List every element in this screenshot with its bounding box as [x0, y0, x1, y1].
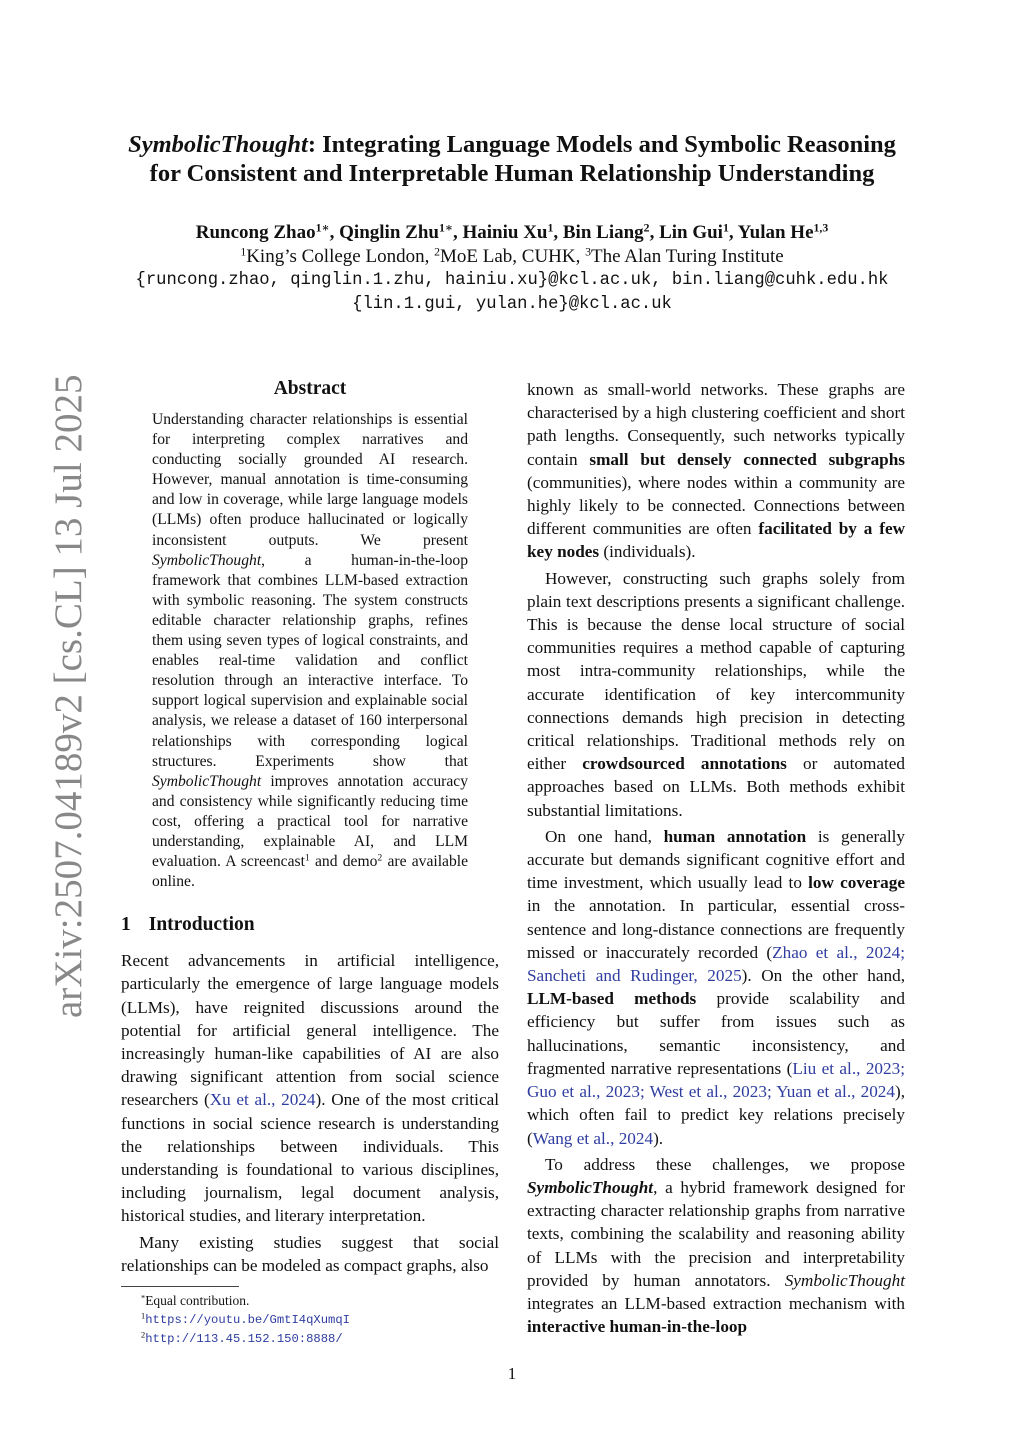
- page-number: 1: [507, 1364, 517, 1383]
- left-column: [121, 378, 499, 1348]
- abstract-body: [152, 410, 468, 892]
- abstract-heading: Abstract: [273, 378, 347, 399]
- citation-link[interactable]: Xu et al., 2024: [209, 1090, 316, 1110]
- abstract-paragraph: Understanding character relationships is essential for interpreting complex narratives and conducting socially grounded AI research. However, manual annotation is time-consuming and low in coverage, while large language models (LLMs) often produce hallucinated or logically inconsistent outputs. We present SymbolicThought, a human-in-the-loop framework that combines LLM-based extraction with symbolic reasoning. The system constructs editable character relationship graphs, refines them using seven types of logical constraints, and enables real-time validation and conflict resolution through an interactive interface. To support logical supervision and explainable social analysis, we release a dataset of 160 interpersonal relationships with corresponding logical structures. Experiments show that SymbolicThought improves annotation accuracy and consistency while significantly reducing time cost, offering a practical tool for narrative understanding, explainable AI, and LLM evaluation. A screencast$^1$ and demo$^2$ are available online.: [152, 411, 468, 891]
- footnote-ref-2[interactable]: 2: [377, 852, 383, 864]
- author-name: Yulan He: [737, 222, 814, 243]
- citation-link[interactable]: Zhao et al., 2024: [772, 942, 901, 962]
- paragraph: Many existing studies suggest that social relationships can be modeled as compact graphs, also: [121, 1232, 499, 1275]
- author-block: [100, 221, 924, 317]
- citation-link[interactable]: Sancheti and Rudinger, 2025: [527, 966, 742, 986]
- title-line-2: for Consistent and Interpretable Human Relationship Understanding: [149, 160, 875, 187]
- author-name: Runcong Zhao: [195, 222, 316, 243]
- paragraph: Recent advancements in artificial intelligence, particularly the emergence of large language models (LLMs), have reignited discussions around the potential for artificial general intelligence. The increasingly human-like capabilities of AI are also drawing significant attention from social science researchers (Xu et al., 2024). One of the most critical functions in social science research is understanding the relationships between individuals. This understanding is foundational to various disciplines, including journalism, legal document analysis, historical studies, and literary interpretation.: [121, 951, 499, 1226]
- arxiv-identifier: arXiv:2507.04189v2 [cs.CL] 13 Jul 2025: [47, 374, 90, 1018]
- title-line-1: SymbolicThought: Integrating Language Models and Symbolic Reasoning: [128, 131, 896, 158]
- author-name: Hainiu Xu: [462, 222, 548, 243]
- citation-link[interactable]: Guo et al., 2023: [527, 1082, 640, 1102]
- introduction-body: [121, 949, 499, 1277]
- footnote-ref-1[interactable]: 1: [304, 852, 310, 864]
- affiliations: $^1$King’s College London, $^2$MoE Lab, CUHK, $^3$The Alan Turing Institute: [240, 245, 784, 267]
- footnote-divider: [121, 1286, 239, 1287]
- paragraph: To address these challenges, we propose SymbolicThought, a hybrid framework designed for extracting character relationship graphs from narrative texts, combining the scalability and reasoning ability of LLMs with the precision and interpretability provided by human annotators. SymbolicThought integrates an LLM-based extraction mechanism with interactive human-in-the-loop: [527, 1154, 905, 1337]
- screencast-url-link[interactable]: https://youtu.be/GmtI4qXumqI: [145, 1313, 350, 1328]
- citation-link[interactable]: West et al., 2023: [649, 1082, 767, 1102]
- citation-link[interactable]: Liu et al., 2023: [792, 1058, 901, 1078]
- paragraph: known as small-world networks. These graphs are characterised by a high clustering coefficient and short path lengths. Consequently, such networks typically contain small but densely connected subgraphs (communities), where nodes within a community are highly likely to be connected. Connections between different communities are often facilitated by a few key nodes (individuals).: [527, 380, 905, 562]
- author-emails-line-1: {runcong.zhao, qinglin.1.zhu, hainiu.xu}@kcl.ac.uk, bin.liang@cuhk.edu.hk: [135, 271, 889, 290]
- author-names: Runcong Zhao$^{1∗}$, Qinglin Zhu$^{1∗}$, Hainiu Xu$^1$, Bin Liang$^2$, Lin Gui$^1$, Yulan He$^{1,3}$: [195, 221, 829, 243]
- paragraph: However, constructing such graphs solely from plain text descriptions presents a significant challenge. This is because the dense local structure of social communities requires a method capable of capturing most intra-community relationships, while the accurate identification of key intercommunity connections demands high precision in detecting critical relationships. Traditional methods rely on either crowdsourced annotations or automated approaches based on LLMs. Both methods exhibit substantial limitations.: [527, 568, 905, 820]
- author-name: Qinglin Zhu: [339, 222, 439, 243]
- author-name: Bin Liang: [562, 222, 644, 243]
- citation-link[interactable]: Wang et al., 2024: [532, 1128, 654, 1148]
- author-name: Lin Gui: [659, 222, 723, 243]
- footnote: $^2$http://113.45.152.150:8888/: [141, 1330, 343, 1347]
- paragraph: On one hand, human annotation is generally accurate but demands significant cognitive effort and time investment, which usually lead to low coverage in the annotation. In particular, essential cross-sentence and long-distance connections are frequently missed or inaccurately recorded (Zhao et al., 2024; Sancheti and Rudinger, 2025). On the other hand, LLM-based methods provide scalability and efficiency but suffer from issues such as hallucinations, semantic inconsistency, and fragmented narrative representations (Liu et al., 2023; Guo et al., 2023; West et al., 2023; Yuan et al., 2024), which often fail to predict key relations precisely (Wang et al., 2024).: [527, 826, 906, 1148]
- demo-url-link[interactable]: http://113.45.152.150:8888/: [145, 1332, 343, 1347]
- footnote: *Equal contribution.: [141, 1293, 250, 1309]
- footnote: $^1$https://youtu.be/GmtI4qXumqI: [141, 1311, 350, 1328]
- footnotes: [121, 1292, 499, 1348]
- section-heading-introduction: 1 Introduction: [121, 914, 255, 936]
- citation-link[interactable]: Yuan et al., 2024: [776, 1082, 895, 1102]
- author-emails-line-2: {lin.1.gui, yulan.he}@kcl.ac.uk: [352, 295, 672, 314]
- right-column-body: [527, 378, 905, 1338]
- title-system-name: SymbolicThought: [128, 131, 308, 158]
- paper-title: [100, 130, 924, 188]
- right-column: [527, 378, 905, 1338]
